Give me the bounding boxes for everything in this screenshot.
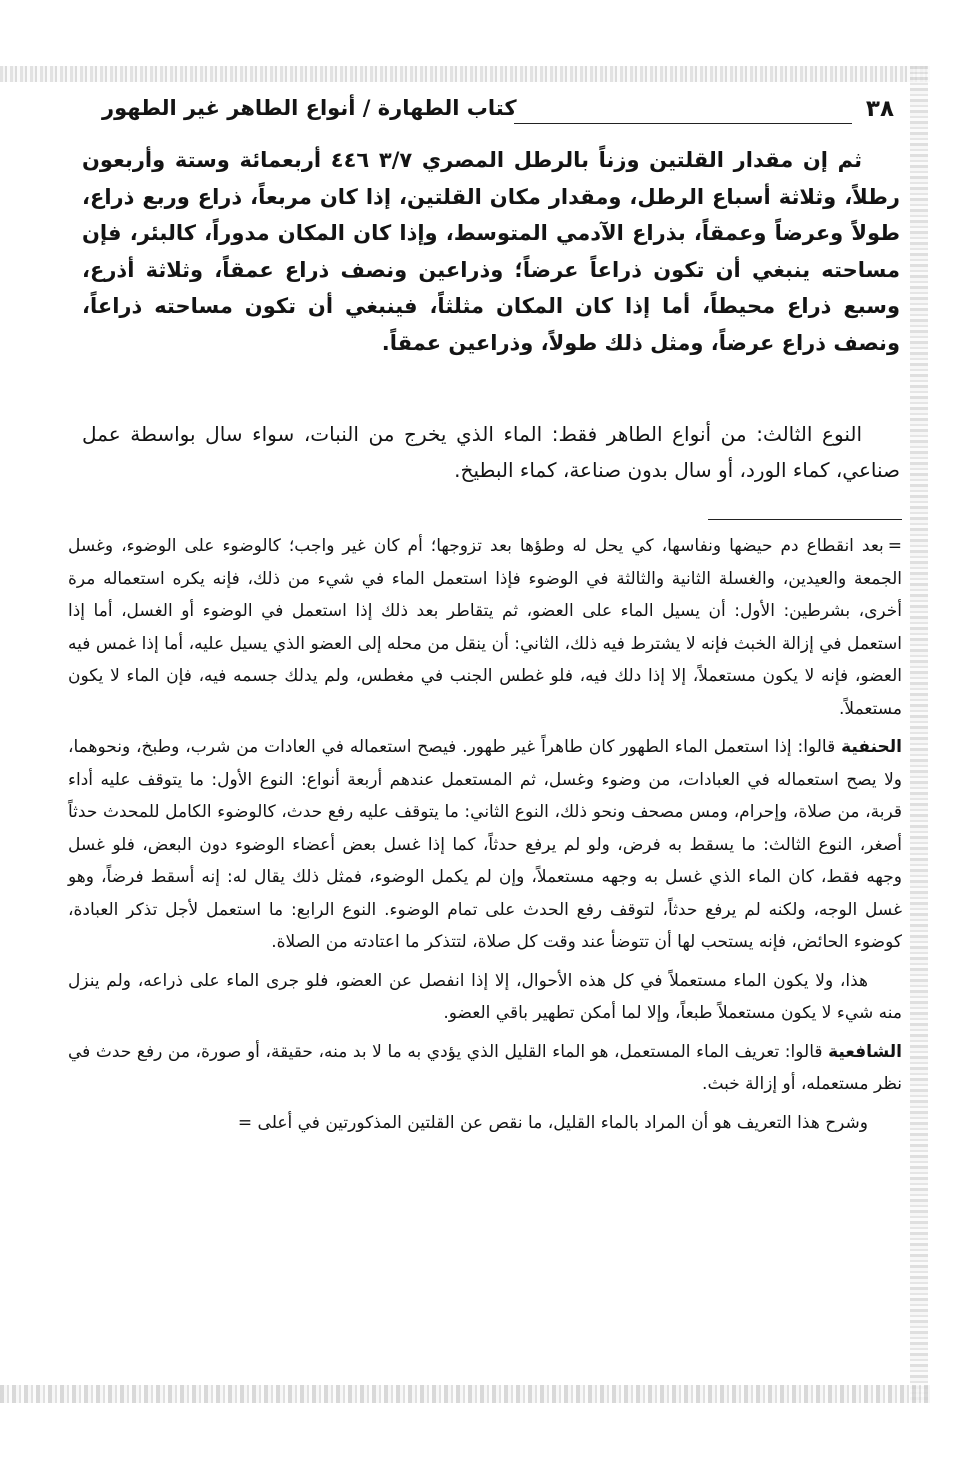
bottom-decorative-border [0,1385,930,1403]
footnote-separator [708,519,902,520]
footnote-paragraph-5 [68,1107,902,1140]
footnote-paragraph-2 [68,731,902,959]
footnote-text-2: قالوا: إذا استعمل الماء الطهور كان طاهراً غير طهور. فيصح استعماله في العادات من شرب، وطبخ، ونحوهما، ولا يصح استعماله في العبادات، من وضوء وغسل، ثم المستعمل عندهم أربعة أنواع: النوع الأول: ما يتوقف عليه أداء قربة، من صلاة، وإحرام، ومس مصحف ونحو ذلك، النوع الثاني: ما يتوقف عليه رفع حدث، كالوضوء الكامل للمحدث حدثاً أصغر، النوع الثالث: ما يسقط به فرض، ولو لم يرفع حدثاً، كما إذا غسل بعض أعضاء الوضوء دون البعض، فلو غسل وجهه فقط، كان الماء الذي غسل به وجهه مستعملاً، وإن لم يكمل الوضوء، فمثل ذلك يقال له: إنه أسقط فرضاً، وهو غسل الوجه، ولكنه لم يرفع حدثاً، لتوقف رفع الحدث على تمام الوضوء. النوع الرابع: ما استعمل لأجل تذكر العبادة، كوضوء الحائض، فإنه يستحب لها أن تتوضأ عند وقت كل صلاة، لتتذكر ما اعتادته من الصلاة. [68,737,902,952]
continuation-mark-start: = [887,536,902,556]
school-hanafi-label: الحنفية [841,737,902,757]
section-paragraph: النوع الثالث: من أنواع الطاهر فقط: الماء الذي يخرج من النبات، سواء سال بواسطة عمل صناعي، كماء الورد، أو سال بدون صناعة، كماء البطيخ. [82,422,900,482]
running-header [80,94,900,134]
top-decorative-border [0,66,930,82]
running-title: كتاب الطهارة / أنواع الطاهر غير الطهور [102,96,517,120]
footnotes [68,530,902,1145]
footnote-paragraph-4 [68,1036,902,1101]
footnote-text-5: وشرح هذا التعريف هو أن المراد بالماء القليل، ما نقص عن القلتين المذكورتين في أعلى [257,1112,868,1133]
footnote-text-1: بعد انقطاع دم حيضها ونفاسها، كي يحل له وطؤها بعد تزوجها؛ أم كان غير واجب؛ كالوضوء على الوضوء، وغسل الجمعة والعيدين، والغسلة الثانية والثالثة في الوضوء فإذا استعمل الماء في شيء من ذلك، فإنه يكره استعماله مرة أخرى، بشرطين: الأول: أن يسيل الماء على العضو، ثم يتقاطر بعد ذلك إذا استعمل في الوضوء أو الغسل، أما إذا استعمل في إزالة الخبث فإنه لا يشترط فيه ذلك، الثاني: أن ينقل من محله إلى العضو الذي يسيل عليه، أما إذا غمس فيه العضو، فإنه لا يكون مستعملاً، إلا إذا دلك فيه، فلو غطس الجنب في مغطس، ولم يدلك جسمه فيه، فإن الماء لا يكون مستعملاً. [68,536,902,719]
page-number: ٣٨ [865,96,894,122]
header-rule [514,123,852,124]
school-shafii-label: الشافعية [828,1041,902,1062]
continuation-mark-end: = [237,1112,253,1133]
footnote-paragraph-3: هذا، ولا يكون الماء مستعملاً في كل هذه الأحوال، إلا إذا انفصل عن العضو، فلو جرى الماء على ذراعه، ولم ينزل منه شيء لا يكون مستعملاً طبعاً، وإلا لما أمكن تطهير باقي العضو. [68,970,902,1023]
right-decorative-border [910,66,928,1402]
main-paragraph: ثم إن مقدار القلتين وزناً بالرطل المصري ٣/٧ ٤٤٦ أربعمائة وستة وأربعون رطلاً، وثلاثة أسباع الرطل، ومقدار مكان القلتين، إذا كان مربعاً، ذراع وربع ذراع، طولاً وعرضاً وعمقاً، بذراع الآدمي المتوسط، وإذا كان المكان مدوراً، كالبئر، فإن مساحته ينبغي أن تكون ذراعاً عرضاً؛ وذراعين ونصف ذراع عمقاً، وثلاثة أذرع، وسبع ذراع محيطاً، أما إذا كان المكان مثلثاً، فينبغي أن تكون مساحته ذراعاً، ونصف ذراع عرضاً، ومثل ذلك طولاً، وذراعين عمقاً. [82,148,900,355]
footnote-text-4: قالوا: تعريف الماء المستعمل، هو الماء القليل الذي يؤدي به ما لا بد منه، حقيقة، أو صورة، من رفع حدث في نظر مستعمله، أو إزالة خبث. [68,1041,902,1094]
main-text [82,142,900,361]
section-text [82,416,900,488]
footnote-paragraph-1 [68,530,902,725]
